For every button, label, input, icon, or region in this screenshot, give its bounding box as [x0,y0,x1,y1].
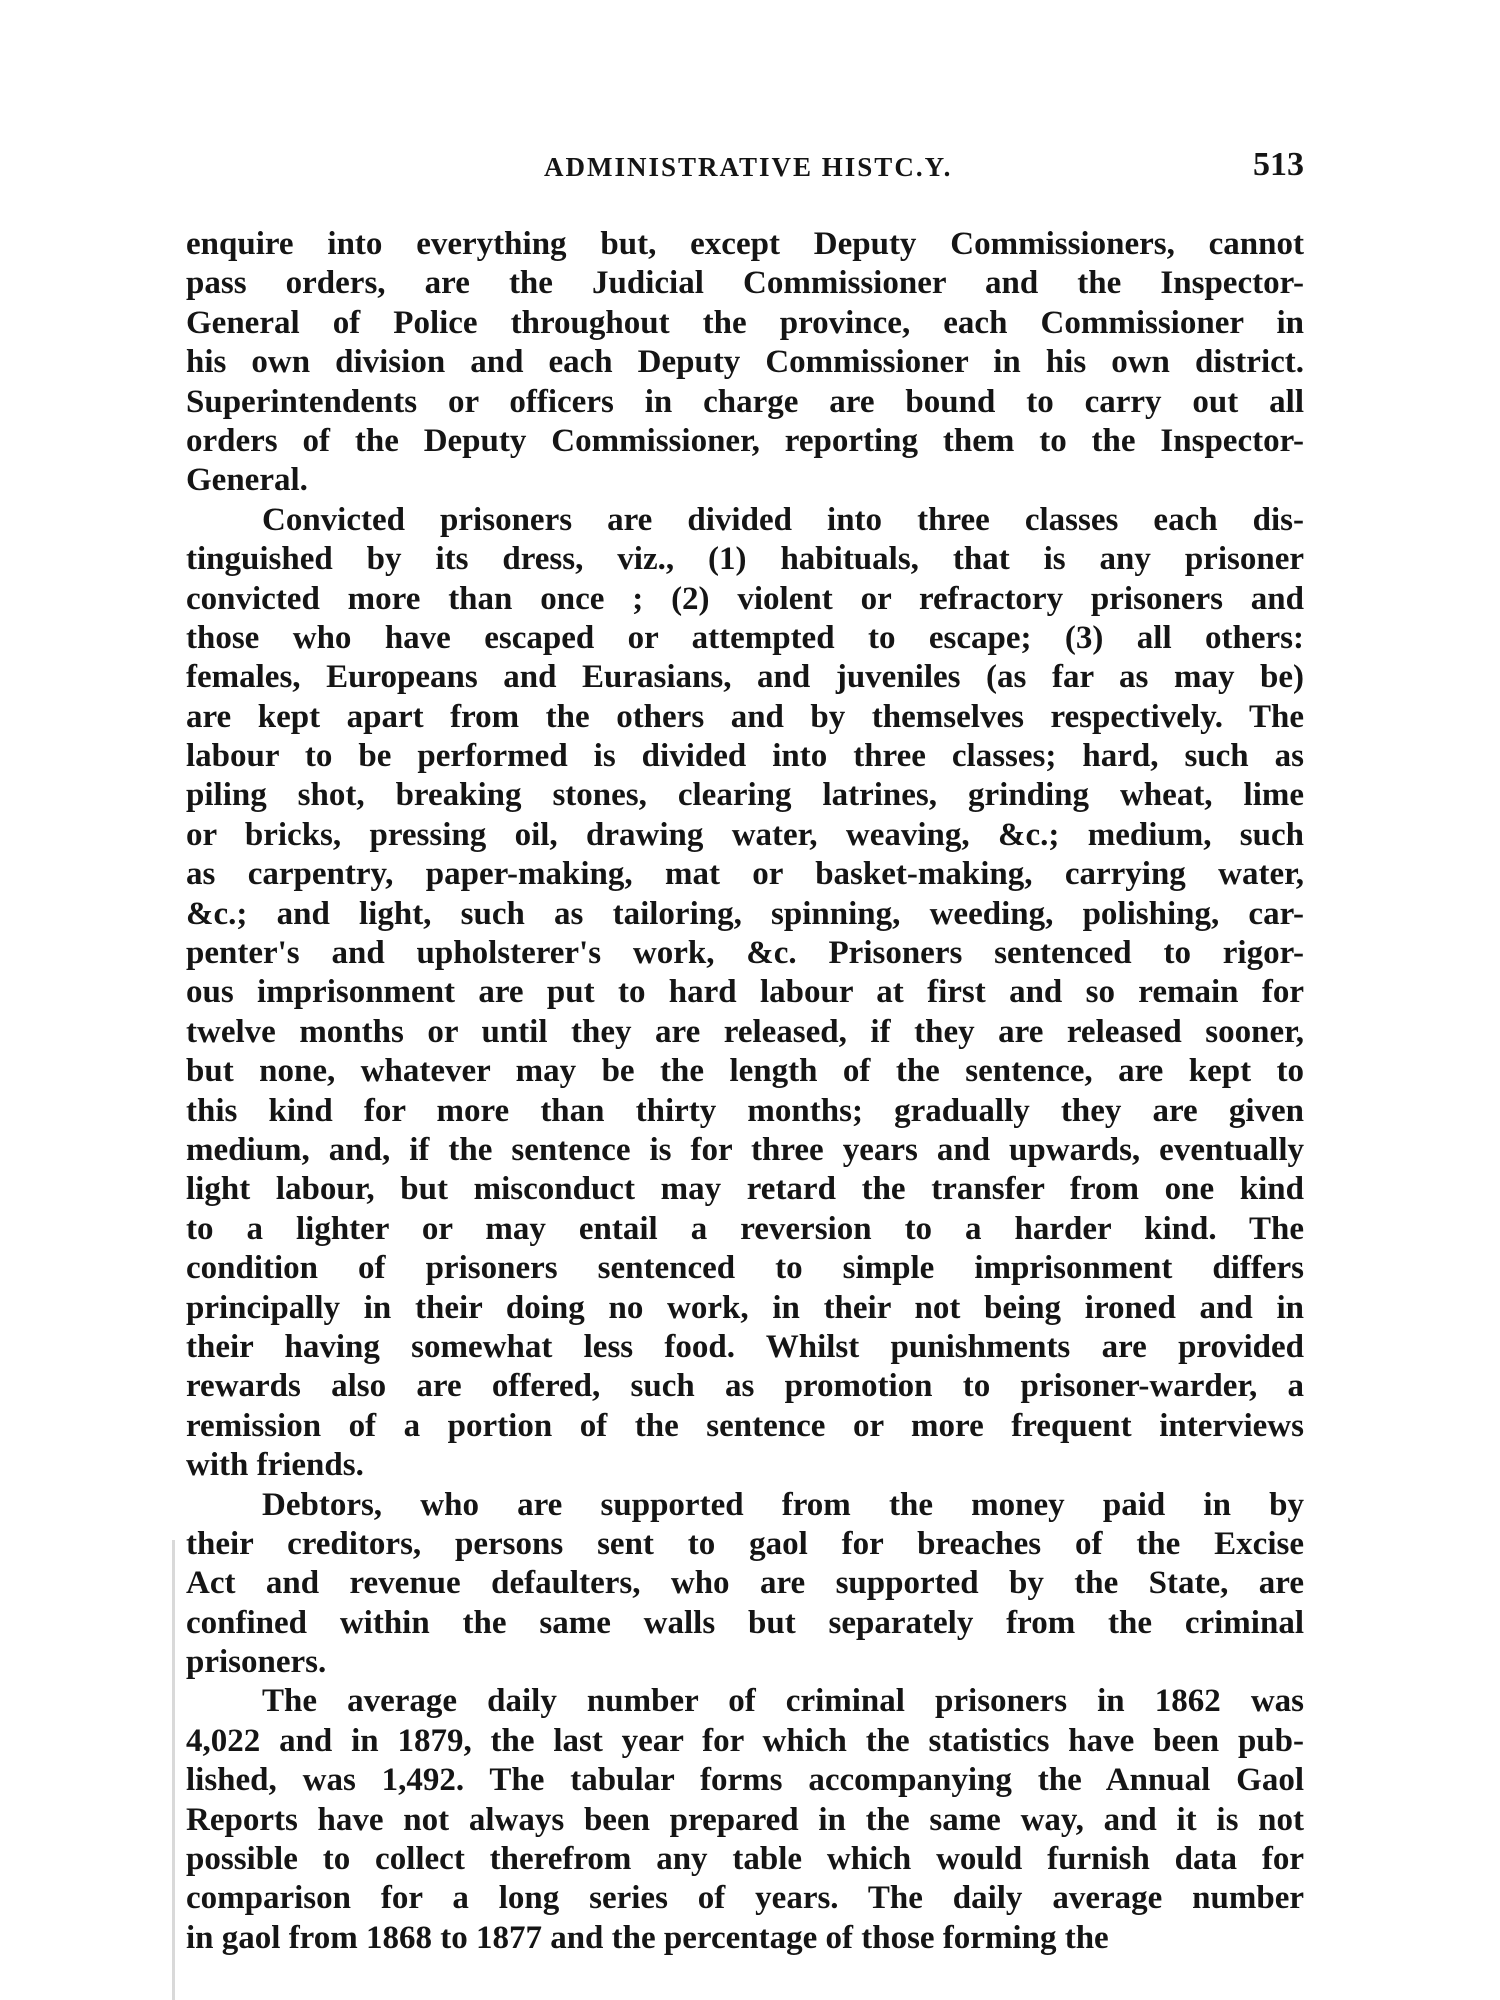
text-line: penter's and upholsterer's work, &c. Prisoners sentenced to rigor- [186,935,1304,972]
text-line: or bricks, pressing oil, drawing water, weaving, &c.; medium, such [186,816,1304,853]
text-line: prisoners. [186,1644,327,1681]
text-line: his own division and each Deputy Commissioner in his own district. [186,344,1304,381]
text-line: as carpentry, paper-making, mat or basket-making, carrying water, [186,856,1304,893]
text-line: ous imprisonment are put to hard labour at first and so remain for [186,974,1304,1011]
body-text [186,225,1304,1958]
text-line: this kind for more than thirty months; gradually they are given [186,1092,1304,1129]
text-line: labour to be performed is divided into three classes; hard, such as [186,738,1304,775]
text-line: General of Police throughout the province, each Commissioner in [186,304,1304,341]
text-line: convicted more than once ; (2) violent or refractory prisoners and [186,580,1304,617]
text-line: to a lighter or may entail a reversion to a harder kind. The [186,1210,1304,1247]
text-line: tinguished by its dress, viz., (1) habituals, that is any prisoner [186,541,1304,578]
text-line: confined within the same walls but separately from the criminal [186,1604,1304,1641]
text-line: lished, was 1,492. The tabular forms accompanying the Annual Gaol [186,1762,1304,1799]
text-line: condition of prisoners sentenced to simple imprisonment differs [186,1250,1304,1287]
text-line: are kept apart from the others and by themselves respectively. The [186,698,1304,735]
text-line: medium, and, if the sentence is for three years and upwards, eventually [186,1131,1304,1168]
text-line: possible to collect therefrom any table which would furnish data for [186,1841,1304,1878]
paragraph [186,1682,1304,1958]
text-line: comparison for a long series of years. The daily average number [186,1880,1304,1917]
page-number: 513 [1253,146,1304,183]
text-line: but none, whatever may be the length of the sentence, are kept to [186,1053,1304,1090]
paragraph [186,225,1304,501]
text-line: their having somewhat less food. Whilst punishments are provided [186,1328,1304,1365]
text-line: enquire into everything but, except Deputy Commissioners, cannot [186,226,1304,262]
text-line: light labour, but misconduct may retard the transfer from one kind [186,1171,1304,1208]
text-line: twelve months or until they are released, if they are released sooner, [186,1013,1304,1050]
text-line: The average daily number of criminal prisoners in 1862 was [262,1683,1304,1720]
text-line: Convicted prisoners are divided into three classes each dis- [262,501,1304,538]
text-line: females, Europeans and Eurasians, and juveniles (as far as may be) [186,659,1304,696]
text-line: in gaol from 1868 to 1877 and the percentage of those forming the [186,1919,1109,1956]
text-line: &c.; and light, such as tailoring, spinning, weeding, polishing, car- [186,895,1304,932]
text-line: Act and revenue defaulters, who are supported by the State, are [186,1565,1304,1602]
text-line: General. [186,462,308,499]
text-line: rewards also are offered, such as promotion to prisoner-warder, a [186,1368,1304,1405]
text-line: orders of the Deputy Commissioner, reporting them to the Inspector- [186,422,1304,459]
binding-edge-shadow [172,1540,175,2000]
text-line: Reports have not always been prepared in the same way, and it is not [186,1801,1304,1838]
running-title: ADMINISTRATIVE HISTC.Y. [544,152,953,182]
text-line: remission of a portion of the sentence or more frequent interviews [186,1407,1304,1444]
text-line: Debtors, who are supported from the money paid in by [262,1486,1304,1523]
text-line: those who have escaped or attempted to escape; (3) all others: [186,619,1304,656]
text-line: Superintendents or officers in charge are bound to carry out all [186,383,1304,420]
text-line: piling shot, breaking stones, clearing latrines, grinding wheat, lime [186,777,1304,814]
text-line: pass orders, are the Judicial Commissioner and the Inspector- [186,265,1304,302]
text-line: with friends. [186,1447,364,1484]
text-line: 4,022 and in 1879, the last year for which the statistics have been pub- [186,1722,1304,1759]
running-head [186,148,1304,192]
text-line: their creditors, persons sent to gaol for breaches of the Excise [186,1525,1304,1562]
paragraph [186,1486,1304,1683]
paragraph [186,501,1304,1486]
text-line: principally in their doing no work, in their not being ironed and in [186,1289,1304,1326]
